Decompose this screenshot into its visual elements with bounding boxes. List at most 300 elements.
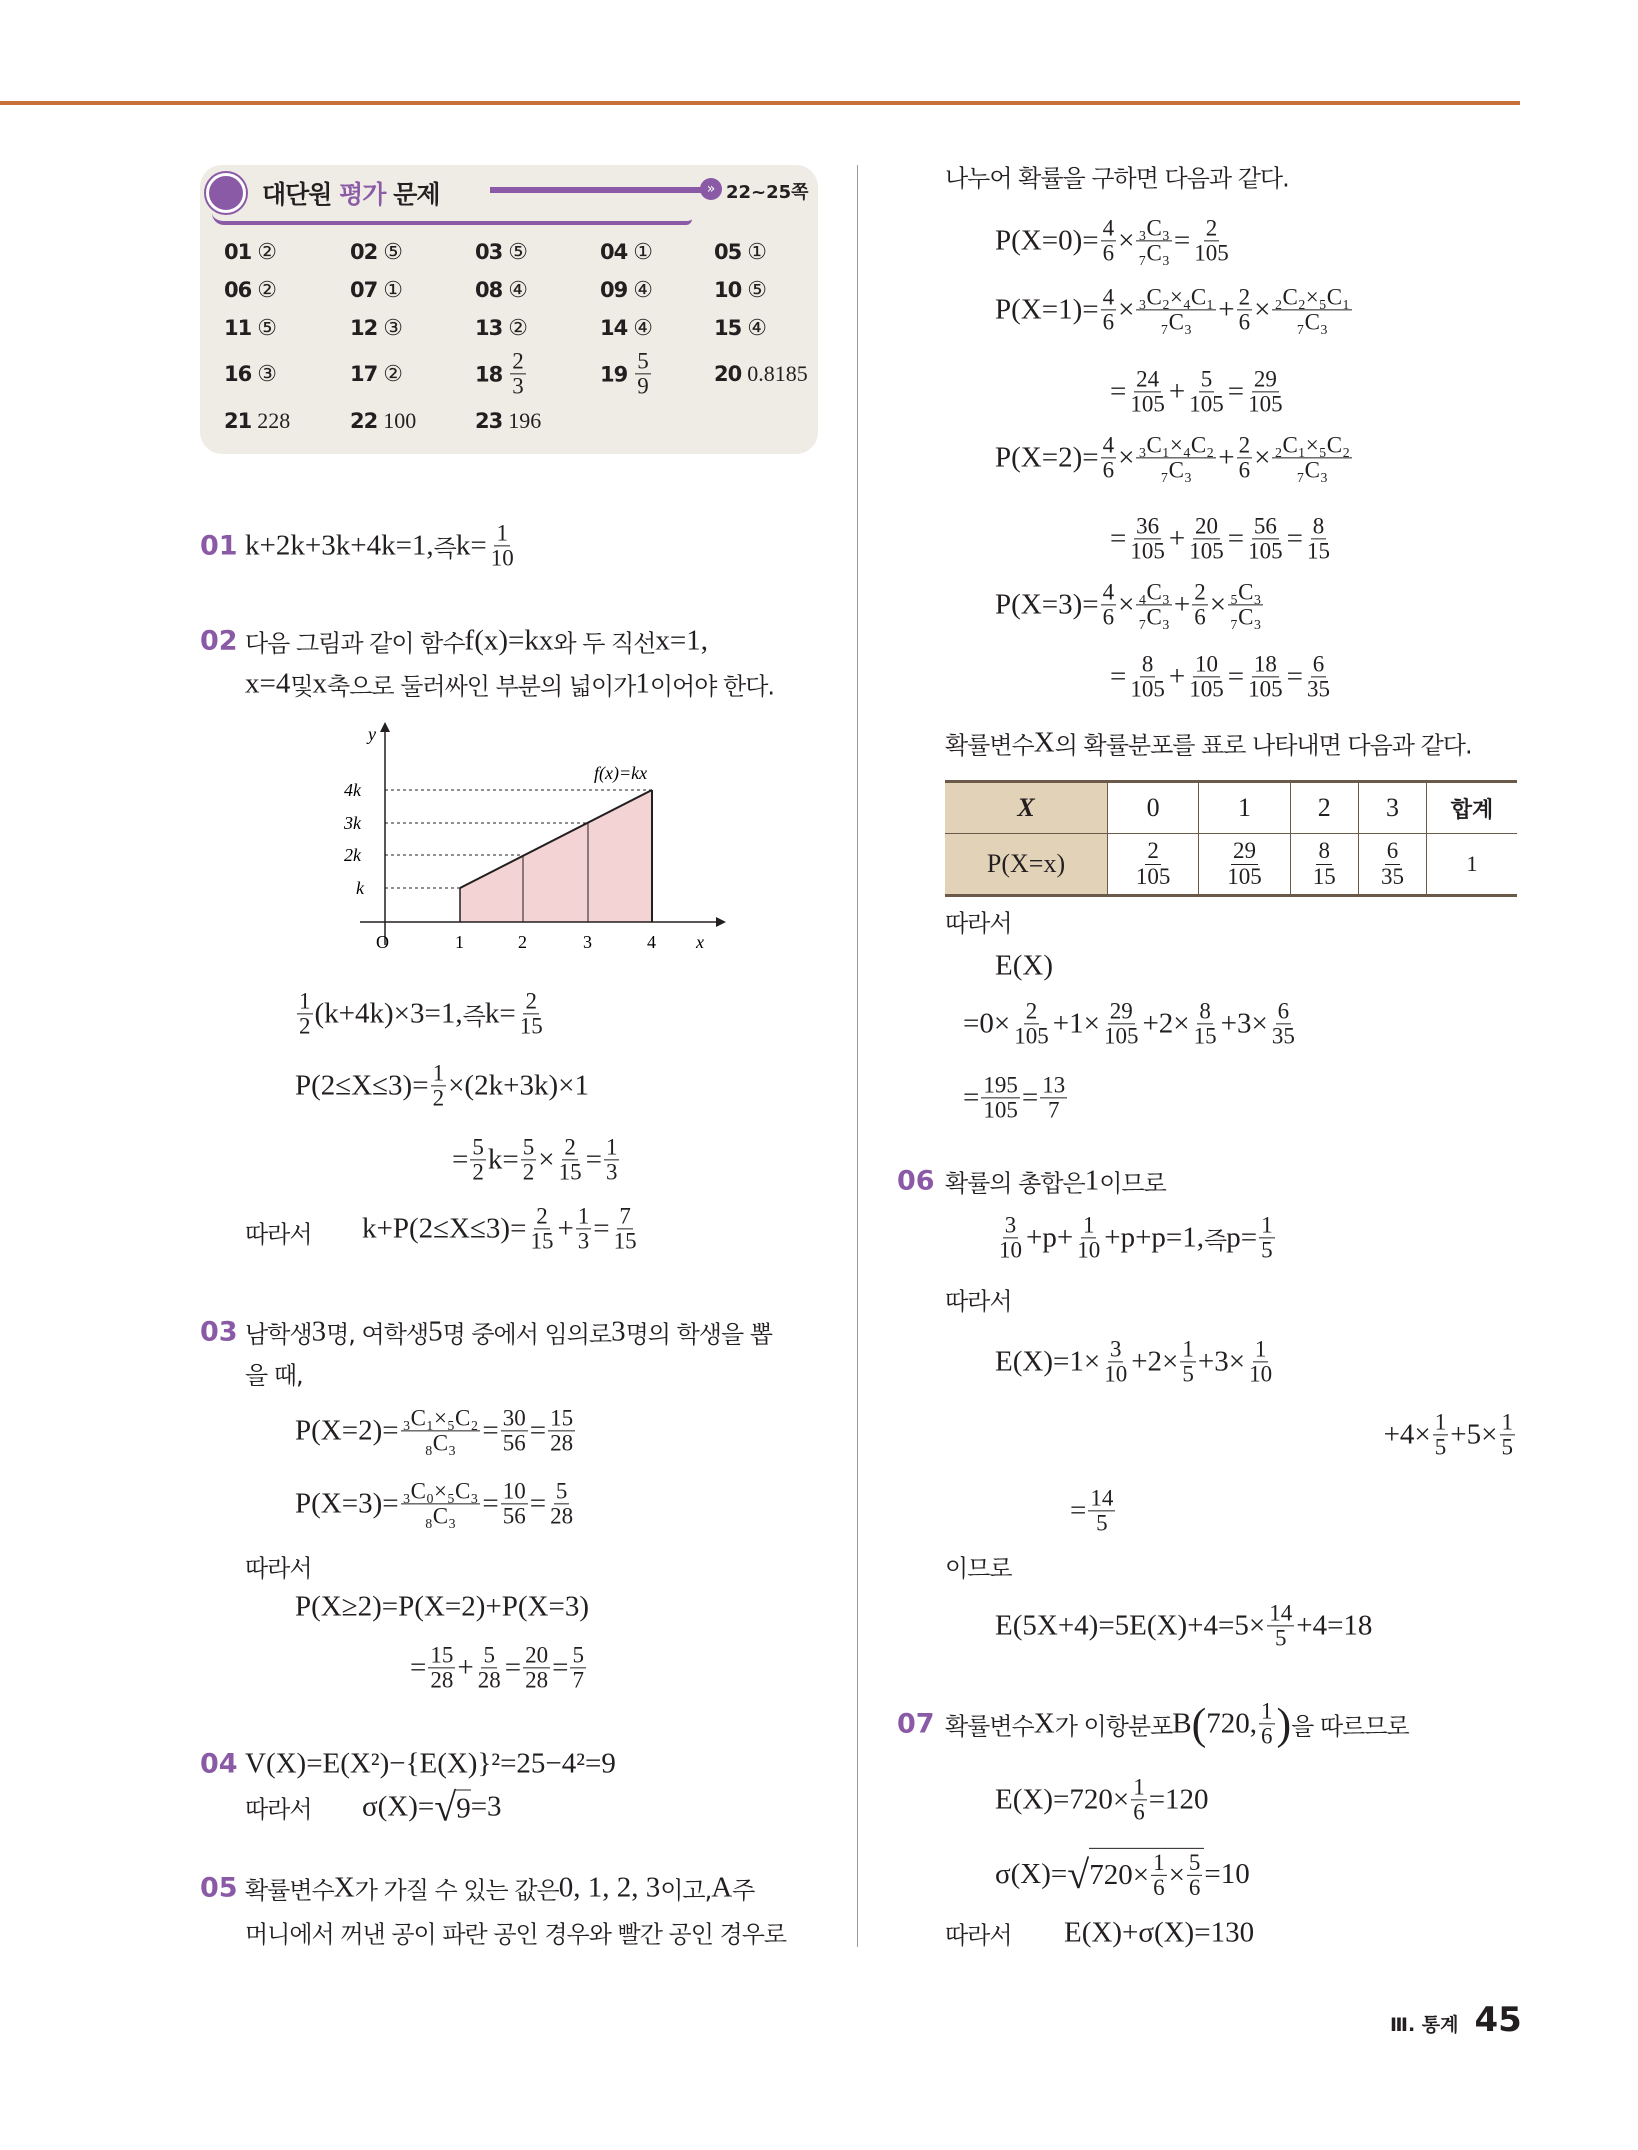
math-text: × bbox=[1118, 441, 1135, 474]
korean-text: 명 중에서 임의로 bbox=[442, 1320, 612, 1349]
solution-line bbox=[362, 1784, 502, 1831]
fraction bbox=[431, 1061, 447, 1110]
table-cell: 합계 bbox=[1427, 782, 1517, 834]
fraction bbox=[1128, 514, 1167, 563]
denominator: 15 bbox=[1193, 1023, 1217, 1049]
numerator: ₃C₃ bbox=[1138, 215, 1170, 241]
numerator: ₄C₃ bbox=[1138, 579, 1170, 605]
korean-text: 이고, bbox=[660, 1876, 712, 1905]
radical-sign-icon: √ bbox=[434, 1784, 457, 1830]
numerator: 3 bbox=[1004, 1212, 1017, 1238]
numerator: 8 bbox=[1199, 998, 1211, 1024]
fraction bbox=[1246, 514, 1285, 563]
korean-text: 주 bbox=[732, 1876, 755, 1905]
korean-text: 따라서 bbox=[245, 1554, 312, 1583]
math-text: + bbox=[1173, 588, 1191, 621]
korean-text: 와 두 직선 bbox=[553, 629, 656, 658]
answer-item bbox=[475, 315, 528, 341]
numerator: 1 bbox=[1434, 1409, 1447, 1435]
numerator: 30 bbox=[502, 1405, 526, 1431]
answer-summary-box bbox=[200, 165, 818, 454]
denominator: 15 bbox=[613, 1228, 637, 1254]
numerator: 1 bbox=[496, 520, 508, 546]
solution-line bbox=[245, 1549, 312, 1584]
numerator: 29 bbox=[1232, 838, 1256, 864]
solution-line bbox=[295, 1591, 589, 1624]
numerator: 29 bbox=[1109, 998, 1133, 1024]
math-text: +p+p=1, bbox=[1104, 1221, 1205, 1254]
answer-number: 22 bbox=[350, 409, 378, 433]
korean-text: 따라서 bbox=[245, 1220, 312, 1249]
numerator: 14 bbox=[1090, 1485, 1114, 1511]
problem-label-06: 06 bbox=[897, 1165, 935, 1197]
numerator: 5 bbox=[483, 1642, 495, 1668]
problem-label-01: 01 bbox=[200, 530, 238, 562]
math-text: = bbox=[482, 1414, 499, 1447]
numerator: ₅C₃ bbox=[1230, 579, 1262, 605]
solution-line bbox=[945, 726, 1472, 761]
answer-item bbox=[224, 239, 277, 265]
math-text: = bbox=[1110, 660, 1127, 693]
numerator: 2 bbox=[536, 1203, 548, 1229]
answer-item bbox=[714, 315, 767, 341]
korean-text: 및 bbox=[290, 672, 313, 701]
numerator: 2 bbox=[1205, 215, 1218, 241]
numerator: ₂C₁×₅C₂ bbox=[1274, 432, 1351, 458]
header-rule bbox=[0, 101, 1520, 105]
math-text: =10 bbox=[1204, 1857, 1250, 1890]
math-text: k= bbox=[487, 1143, 519, 1176]
math-text: × bbox=[1209, 588, 1227, 621]
table-cell: 1 bbox=[1199, 782, 1290, 834]
numerator: 4 bbox=[1102, 284, 1115, 310]
denominator: 28 bbox=[525, 1667, 549, 1693]
math-text: × bbox=[1118, 588, 1135, 621]
table-cell bbox=[1199, 834, 1290, 896]
solution-line bbox=[1110, 652, 1334, 701]
solution-line bbox=[245, 521, 518, 570]
fraction bbox=[489, 521, 516, 570]
numerator: 6 bbox=[1312, 651, 1325, 677]
answer-number: 07 bbox=[350, 278, 378, 302]
answer-number: 18 bbox=[475, 362, 503, 386]
math-text: = bbox=[1227, 375, 1245, 408]
korean-text: 가 이항분포 bbox=[1054, 1712, 1173, 1741]
numerator: 14 bbox=[1269, 1600, 1293, 1626]
fraction bbox=[1267, 1601, 1294, 1650]
table-header-cell: P(X=x) bbox=[945, 834, 1108, 896]
answer-item bbox=[475, 277, 528, 303]
numerator: 29 bbox=[1253, 366, 1277, 392]
solution-line bbox=[295, 1479, 577, 1528]
title-part: 문제 bbox=[385, 180, 440, 209]
numerator: 18 bbox=[1253, 651, 1277, 677]
numerator: 6 bbox=[1277, 998, 1290, 1024]
numerator: 1 bbox=[605, 1134, 618, 1160]
math-text: E(X)=1× bbox=[995, 1345, 1101, 1378]
fraction bbox=[501, 1406, 528, 1455]
problem-label-05: 05 bbox=[200, 1872, 238, 1904]
numerator: 1 bbox=[1254, 1336, 1267, 1362]
denominator: ₇C₃ bbox=[1296, 309, 1328, 335]
solution-line bbox=[452, 1135, 621, 1184]
problem-label-07: 07 bbox=[897, 1708, 935, 1740]
math-text: 9 bbox=[456, 1792, 471, 1824]
answer-item bbox=[475, 408, 541, 434]
problem-label-04: 04 bbox=[200, 1748, 238, 1780]
denominator: 3 bbox=[512, 373, 524, 399]
answer-value: ① bbox=[383, 277, 403, 302]
numerator: 1 bbox=[1261, 1698, 1273, 1724]
math-text: 1 bbox=[635, 667, 650, 700]
numerator: ₂C₂×₅C₁ bbox=[1274, 284, 1351, 310]
solution-line bbox=[245, 1215, 312, 1250]
math-text: = bbox=[452, 1143, 469, 1176]
fraction bbox=[1136, 216, 1171, 265]
fraction bbox=[1128, 367, 1167, 416]
korean-text: 즉 bbox=[462, 1002, 485, 1031]
answer-item bbox=[475, 349, 528, 398]
x-tick: 4 bbox=[647, 932, 656, 952]
solution-line bbox=[245, 1748, 616, 1781]
math-text: x=4 bbox=[245, 667, 291, 700]
math-text: E(X)+σ(X)=130 bbox=[1064, 1916, 1255, 1949]
answer-item bbox=[350, 277, 403, 303]
answer-number: 12 bbox=[350, 316, 378, 340]
fraction bbox=[1247, 1337, 1274, 1386]
area-graph bbox=[340, 710, 740, 960]
math-text: (k+4k)×3=1, bbox=[314, 997, 463, 1030]
fraction bbox=[1305, 652, 1332, 701]
answer-value: ④ bbox=[747, 315, 767, 340]
numerator: 2 bbox=[1238, 432, 1251, 458]
table-cell bbox=[1290, 834, 1358, 896]
bracket: ) bbox=[1276, 1699, 1292, 1748]
korean-text: 이므로 bbox=[1099, 1169, 1166, 1198]
answer-value: 228 bbox=[257, 408, 291, 433]
answer-item bbox=[600, 239, 653, 265]
denominator: 105 bbox=[1189, 391, 1224, 417]
fraction bbox=[576, 1204, 592, 1253]
numerator: 5 bbox=[637, 348, 649, 374]
numerator: ₃C₂×₄C₁ bbox=[1138, 284, 1215, 310]
math-text: E(X) bbox=[995, 949, 1053, 982]
math-text: = bbox=[1286, 522, 1303, 555]
y-tick: 2k bbox=[344, 845, 361, 865]
numerator: 2 bbox=[1194, 579, 1206, 605]
denominator: 6 bbox=[1102, 604, 1115, 630]
denominator: 105 bbox=[1248, 676, 1283, 702]
solution-line bbox=[945, 1282, 1012, 1317]
denominator: 6 bbox=[1238, 457, 1251, 483]
numerator: 15 bbox=[550, 1405, 574, 1431]
fraction bbox=[1225, 839, 1264, 888]
fraction bbox=[1433, 1410, 1449, 1459]
denominator: 2 bbox=[522, 1159, 535, 1185]
answer-number: 21 bbox=[224, 409, 252, 433]
math-text: f(x)=kx bbox=[464, 624, 554, 657]
math-text: 1 bbox=[1084, 1164, 1100, 1197]
math-text: = bbox=[1286, 660, 1303, 693]
denominator: 56 bbox=[502, 1430, 526, 1456]
answer-item bbox=[350, 239, 403, 265]
fraction bbox=[501, 1479, 528, 1528]
denominator: 6 bbox=[1261, 1723, 1273, 1749]
answer-item bbox=[600, 277, 653, 303]
math-text: x=1, bbox=[655, 624, 708, 657]
numerator: 6 bbox=[1386, 838, 1399, 864]
solution-line bbox=[245, 1790, 312, 1825]
y-tick: 3k bbox=[344, 813, 361, 833]
korean-text: 확률변수 bbox=[245, 1876, 334, 1905]
title-part: 대단원 bbox=[262, 180, 340, 209]
denominator: 15 bbox=[530, 1228, 554, 1254]
math-text: + bbox=[1218, 293, 1235, 326]
math-text: P(X=1)= bbox=[995, 293, 1099, 326]
fraction bbox=[1379, 839, 1406, 888]
fraction bbox=[548, 1479, 575, 1528]
section-name: Ⅲ. 통계 bbox=[1390, 2014, 1459, 2036]
math-text: + bbox=[1168, 375, 1186, 408]
math-text: P(X=2)= bbox=[995, 441, 1099, 474]
denominator: 15 bbox=[1312, 863, 1336, 889]
numerator: 5 bbox=[522, 1134, 535, 1160]
solution-line bbox=[410, 1643, 588, 1692]
solution-line bbox=[1110, 367, 1287, 416]
x-tick: 2 bbox=[518, 932, 527, 952]
solution-line bbox=[245, 667, 774, 702]
denominator: ₇C₃ bbox=[1230, 604, 1262, 630]
denominator: 10 bbox=[1077, 1237, 1101, 1263]
answer-number: 03 bbox=[475, 240, 503, 264]
math-text: k= bbox=[484, 997, 516, 1030]
numerator: 2 bbox=[564, 1134, 576, 1160]
fraction bbox=[1136, 285, 1216, 334]
denominator: 5 bbox=[1096, 1510, 1108, 1536]
y-tick: k bbox=[356, 878, 364, 898]
math-text: + bbox=[1218, 441, 1235, 474]
math-text: 3 bbox=[311, 1315, 327, 1348]
answer-number: 08 bbox=[475, 278, 503, 302]
math-text: = bbox=[1021, 1081, 1039, 1114]
denominator: 10 bbox=[1104, 1361, 1128, 1387]
solution-line bbox=[245, 1315, 772, 1350]
answer-item bbox=[600, 349, 653, 398]
solution-line bbox=[945, 1916, 1012, 1951]
denominator: ₈C₃ bbox=[424, 1430, 457, 1456]
numerator: 5 bbox=[1200, 366, 1213, 392]
answer-value: ④ bbox=[508, 277, 528, 302]
answer-value: ③ bbox=[257, 361, 277, 386]
korean-text: 따라서 bbox=[945, 1287, 1012, 1316]
solution-line bbox=[945, 1549, 1012, 1584]
chevron-right-icon: » bbox=[700, 178, 722, 200]
math-text: 720, bbox=[1206, 1707, 1258, 1740]
page-range: 22~25쪽 bbox=[726, 182, 809, 203]
math-text: × bbox=[1118, 293, 1135, 326]
table-cell bbox=[1108, 834, 1199, 896]
answer-item bbox=[600, 315, 653, 341]
radicand bbox=[456, 1789, 471, 1825]
answer-number: 04 bbox=[600, 240, 628, 264]
fraction bbox=[1136, 433, 1216, 482]
fraction bbox=[1151, 1851, 1167, 1900]
math-text: × bbox=[1254, 441, 1271, 474]
numerator: 2 bbox=[1147, 838, 1159, 864]
target-icon bbox=[206, 173, 246, 213]
fraction bbox=[1237, 285, 1253, 334]
math-text: = bbox=[410, 1651, 427, 1684]
math-text: σ(X)= bbox=[362, 1790, 435, 1823]
math-text: 3 bbox=[611, 1315, 626, 1348]
function-label: f(x)=kx bbox=[594, 763, 648, 783]
korean-text: 따라서 bbox=[245, 1795, 312, 1824]
denominator: 35 bbox=[1271, 1023, 1295, 1049]
denominator: ₇C₃ bbox=[1160, 309, 1193, 335]
fraction bbox=[1101, 433, 1117, 482]
solution-line bbox=[995, 216, 1233, 265]
solution-line bbox=[945, 1699, 1409, 1748]
korean-text: 따라서 bbox=[945, 1921, 1012, 1950]
answer-number: 20 bbox=[714, 362, 742, 386]
denominator: 3 bbox=[577, 1228, 590, 1254]
answer-number: 11 bbox=[224, 316, 252, 340]
solution-line bbox=[945, 904, 1012, 939]
math-text: = bbox=[963, 1081, 980, 1114]
korean-text: 즉 bbox=[433, 534, 456, 563]
math-text: +4× bbox=[1383, 1418, 1431, 1451]
math-text: = bbox=[504, 1651, 522, 1684]
fraction bbox=[1187, 1851, 1203, 1900]
denominator: 28 bbox=[550, 1503, 574, 1529]
problem-label-02: 02 bbox=[200, 625, 238, 657]
decor-track bbox=[212, 213, 692, 225]
numerator: 2 bbox=[525, 988, 537, 1014]
answer-number: 05 bbox=[714, 240, 742, 264]
answer-item bbox=[224, 408, 290, 434]
fraction bbox=[1136, 580, 1171, 629]
bracket: ( bbox=[1191, 1699, 1207, 1748]
denominator: ₈C₃ bbox=[424, 1503, 457, 1529]
korean-text: 머니에서 꺼낸 공이 파란 공인 경우와 빨간 공인 경우로 bbox=[245, 1920, 787, 1949]
solution-line bbox=[995, 950, 1053, 983]
denominator: 105 bbox=[1248, 538, 1283, 564]
math-text: = bbox=[1110, 375, 1127, 408]
korean-text: 의 확률분포를 표로 나타내면 다음과 같다. bbox=[1054, 731, 1472, 760]
math-text: + bbox=[1168, 660, 1186, 693]
numerator: 5 bbox=[1188, 1849, 1201, 1875]
fraction bbox=[1134, 839, 1173, 888]
fraction bbox=[612, 1204, 639, 1253]
answer-value: 100 bbox=[383, 408, 417, 433]
fraction bbox=[1128, 652, 1167, 701]
fraction bbox=[428, 1643, 455, 1692]
answer-value bbox=[633, 349, 653, 398]
fraction bbox=[1192, 216, 1231, 265]
math-text: = bbox=[585, 1143, 602, 1176]
answer-value: ② bbox=[257, 239, 277, 264]
fraction bbox=[1311, 839, 1338, 888]
numerator: ₃C₁×₄C₂ bbox=[1138, 432, 1215, 458]
denominator: 7 bbox=[572, 1667, 584, 1693]
korean-text: 명, 여학생 bbox=[326, 1320, 429, 1349]
korean-text: 을 따르므로 bbox=[1291, 1712, 1409, 1741]
table-cell bbox=[1358, 834, 1426, 896]
math-text: = bbox=[529, 1414, 547, 1447]
denominator: 6 bbox=[1102, 309, 1115, 335]
denominator: 56 bbox=[502, 1503, 526, 1529]
math-text: +2× bbox=[1131, 1345, 1179, 1378]
solution-line bbox=[295, 1061, 589, 1110]
answer-value: ⑤ bbox=[257, 315, 277, 340]
shaded-area bbox=[460, 790, 652, 922]
denominator: 10 bbox=[1249, 1361, 1273, 1387]
denominator: 15 bbox=[558, 1159, 582, 1185]
table-cell: 3 bbox=[1358, 782, 1426, 834]
answer-number: 17 bbox=[350, 362, 378, 386]
numerator: 15 bbox=[430, 1642, 454, 1668]
distribution-table bbox=[945, 780, 1517, 897]
fraction bbox=[635, 349, 651, 398]
denominator: 6 bbox=[1153, 1875, 1165, 1900]
fraction bbox=[1259, 1213, 1275, 1262]
fraction bbox=[1012, 999, 1051, 1048]
math-text: P(X=0)= bbox=[995, 224, 1099, 257]
math-text: σ(X)= bbox=[995, 1857, 1068, 1890]
korean-text: 확률변수 bbox=[945, 1712, 1034, 1741]
math-text: =0× bbox=[963, 1007, 1011, 1040]
solution-line bbox=[995, 1213, 1277, 1262]
numerator: 4 bbox=[1102, 579, 1115, 605]
numerator: ₃C₀×₅C₃ bbox=[402, 1478, 479, 1504]
math-text: + bbox=[557, 1212, 574, 1245]
numerator: 1 bbox=[432, 1060, 445, 1086]
math-text: E(5X+4)=5E(X)+4=5× bbox=[995, 1609, 1266, 1642]
denominator: 6 bbox=[1102, 457, 1115, 483]
numerator: 8 bbox=[1312, 513, 1325, 539]
fraction bbox=[518, 989, 545, 1038]
solution-line bbox=[995, 1848, 1250, 1900]
solution-line bbox=[963, 999, 1299, 1048]
denominator: 2 bbox=[299, 1013, 311, 1039]
answer-number: 06 bbox=[224, 278, 252, 302]
numerator: 8 bbox=[1141, 651, 1154, 677]
radical-sign-icon: √ bbox=[1067, 1851, 1090, 1897]
korean-text: 명의 학생을 뽑 bbox=[625, 1320, 772, 1349]
numerator: 10 bbox=[1194, 651, 1218, 677]
answer-item bbox=[350, 361, 403, 387]
math-text: 5 bbox=[428, 1315, 443, 1348]
math-text: +1× bbox=[1052, 1007, 1100, 1040]
fraction bbox=[1040, 1073, 1067, 1122]
x-tick: 3 bbox=[583, 932, 592, 952]
square-root bbox=[1067, 1848, 1204, 1900]
answer-number: 19 bbox=[600, 362, 628, 386]
solution-line bbox=[295, 989, 547, 1038]
korean-text: 축으로 둘러싸인 부분의 넓이가 bbox=[327, 672, 636, 701]
math-text: = bbox=[1227, 522, 1245, 555]
x-label: x bbox=[696, 932, 704, 952]
numerator: 20 bbox=[525, 1642, 549, 1668]
decor-track bbox=[490, 187, 710, 193]
math-text: X bbox=[333, 1871, 355, 1904]
fraction bbox=[401, 1479, 481, 1528]
answer-number: 15 bbox=[714, 316, 742, 340]
square-root bbox=[434, 1784, 470, 1831]
column-divider bbox=[857, 165, 858, 1947]
fraction bbox=[1305, 514, 1332, 563]
fraction bbox=[510, 349, 526, 398]
